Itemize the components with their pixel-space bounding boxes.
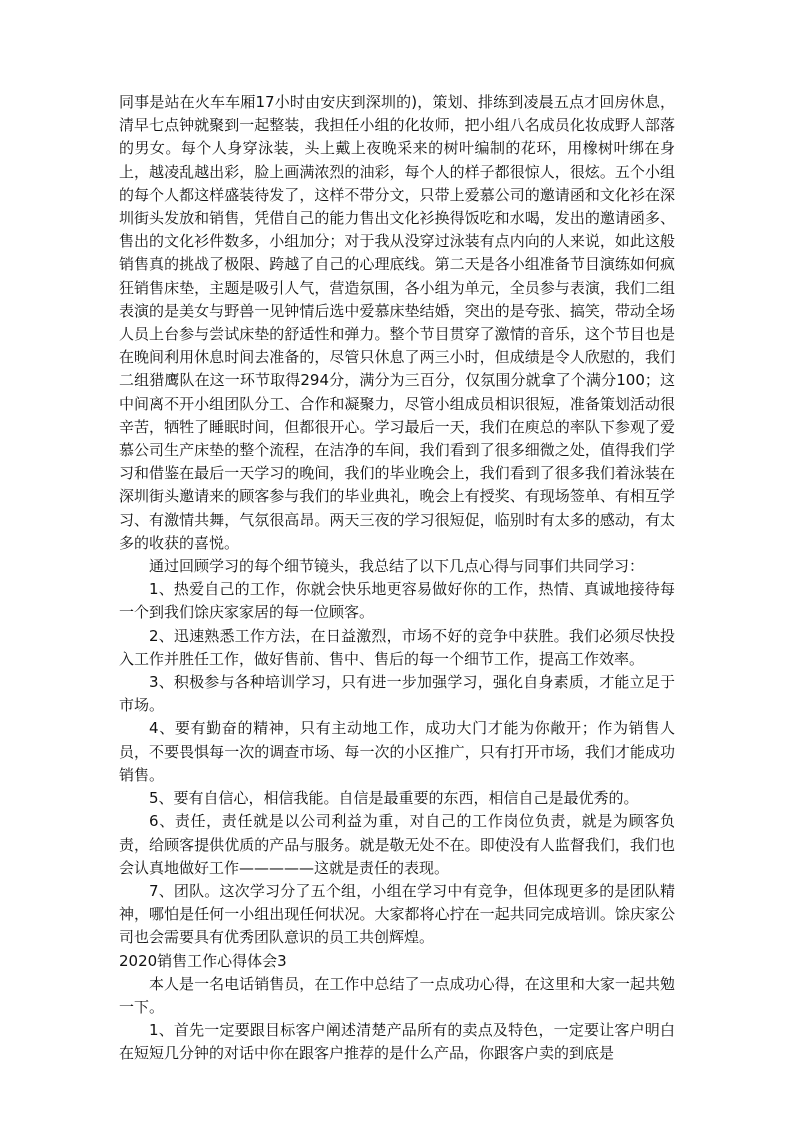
body-paragraph: 同事是站在火车车厢17小时由安庆到深圳的)，策划、排练到凌晨五点才回房休息，清早七点钟就聚到一起整装，我担任小组的化妆师，把小组八名成员化妆成野人部落的男女。每个人身穿泳装，头上戴上夜晚采来的树叶编制的花环，用橡树叶绑在身上，越凌乱越出彩，脸上画满浓烈的油彩，每个人的样子都很惊人，很炫。五个小组的每个人都这样盛装待发了，这样不带分文，只带上爱慕公司的邀请函和文化衫在深圳街头发放和销售，凭借自己的能力售出文化衫换得饭吃和水喝，发出的邀请函多、售出的文化衫件数多，小组加分；对于我从没穿过泳装有点内向的人来说，如此这般销售真的挑战了极限、跨越了自己的心理底线。第二天是各小组准备节目演练如何疯狂销售床垫，主题是吸引人气，营造氛围，各小组为单元，全员参与表演，我们二组表演的是美女与野兽一见钟情后选中爱慕床垫结婚，突出的是夸张、搞笑，带动全场人员上台参与尝试床垫的舒适性和弹力。整个节目贯穿了激情的音乐，这个节目也是在晚间利用休息时间去准备的，尽管只休息了两三小时，但成绩是令人欣慰的，我们二组猎鹰队在这一环节取得294分，满分为三百分，仅氛围分就拿了个满分100；这中间离不开小组团队分工、合作和凝聚力，尽管小组成员相识很短，准备策划活动很辛苦，牺牲了睡眠时间，但都很开心。学习最后一天，我们在庾总的率队下参观了爱慕公司生产床垫的整个流程，在洁净的车间，我们看到了很多细微之处，值得我们学习和借鉴在最后一天学习的晚间，我们的毕业晚会上，我们看到了很多我们着泳装在深圳街头邀请来的顾客参与我们的毕业典礼，晚会上有授奖、有现场签单、有相互学习、有激情共舞，气氛很高昂。两天三夜的学习很短促，临别时有太多的感动，有太多的收获的喜悦。 <box>119 93 675 552</box>
list-item: 4、要有勤奋的精神，只有主动地工作，成功大门才能为你敞开；作为销售人员，不要畏惧每一次的调查市场、每一次的小区推广，只有打开市场，我们才能成功销售。 <box>119 719 675 784</box>
list-item: 7、团队。这次学习分了五个组，小组在学习中有竞争，但体现更多的是团队精神，哪怕是任何一小组出现任何状况。大家都将心拧在一起共同完成培训。馀庆家公司也会需要具有优秀团队意识的员工共创辉煌。 <box>119 881 675 947</box>
summary-intro-paragraph: 通过回顾学习的每个细节镜头，我总结了以下几点心得与同事们共同学习： <box>149 557 645 576</box>
list-item: 3、积极参与各种培训学习，只有进一步加强学习，强化自身素质，才能立足于市场。 <box>119 673 675 715</box>
body-paragraph: 本人是一名电话销售员，在工作中总结了一点成功心得，在这里和大家一起共勉一下。 <box>119 974 675 1016</box>
list-item: 1、首先一定要跟目标客户阐述清楚产品所有的卖点及特色，一定要让客户明白在短短几分钟的对话中你在跟客户推荐的是什么产品，你跟客户卖的到底是 <box>119 1021 675 1063</box>
section-heading: 2020销售工作心得体会3 <box>119 951 287 970</box>
list-item: 2、迅速熟悉工作方法，在日益激烈，市场不好的竞争中获胜。我们必须尽快投入工作并胜任工作，做好售前、售中、售后的每一个细节工作，提高工作效率。 <box>119 626 675 668</box>
list-item: 6、责任，责任就是以公司利益为重，对自己的工作岗位负责，就是为顾客负责，给顾客提供优质的产品与服务。就是敬无处不在。即使没有人监督我们，我们也会认真地做好工作—————这就是责任的表现。 <box>119 812 675 877</box>
list-item: 5、要有自信心，相信我能。自信是最重要的东西，相信自己是最优秀的。 <box>149 789 639 808</box>
list-item: 1、热爱自己的工作，你就会快乐地更容易做好你的工作，热情、真诚地接待每一个到我们馀庆家家居的每一位顾客。 <box>119 580 675 622</box>
document-page <box>119 91 675 1066</box>
